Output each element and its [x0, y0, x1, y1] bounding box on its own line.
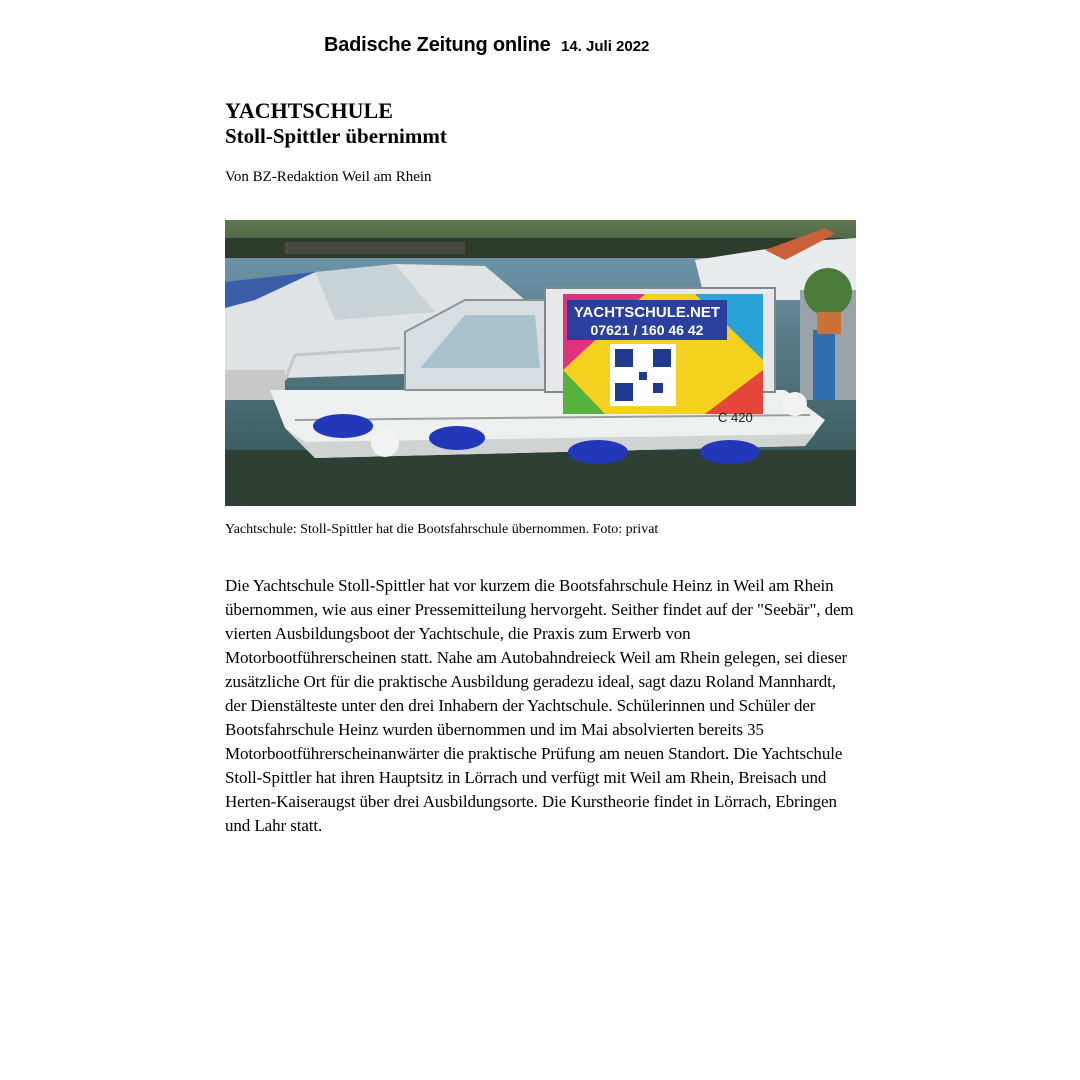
photo-caption: Yachtschule: Stoll-Spittler hat die Bootsfahrschule übernommen. Foto: privat — [225, 522, 659, 537]
hull-number: C 420 — [718, 410, 753, 425]
masthead — [324, 34, 649, 57]
article-photo — [225, 220, 856, 506]
banner-phone: 07621 / 160 46 42 — [590, 322, 704, 338]
publication-name: Badische Zeitung online — [324, 34, 551, 56]
article-kicker: YACHTSCHULE — [225, 98, 393, 123]
article-byline: Von BZ-Redaktion Weil am Rhein — [225, 169, 432, 185]
article-headline: Stoll-Spittler übernimmt — [225, 124, 447, 148]
publication-date: 14. Juli 2022 — [561, 38, 650, 55]
article-body: Die Yachtschule Stoll-Spittler hat vor kurzem die Bootsfahrschule Heinz in Weil am Rhein übernommen, wie aus einer Pressemitteilung hervorgeht. Seither findet auf der "Seebär", dem vierten Ausbildungsboot der Yachtschule, die Praxis zum Erwerb von Motorbootführerscheinen statt. Nahe am Autobahndreieck Weil am Rhein gelegen, sei dieser zusätzliche Ort für die praktische Ausbildung geradezu ideal, sagt dazu Roland Mannhardt, der Dienstälteste unter den drei Inhabern der Yachtschule. Schülerinnen und Schüler der Bootsfahrschule Heinz wurden übernommen und im Mai absolvierten bereits 35 Motorbootführerscheinanwärter die praktische Prüfung am neuen Standort. Die Yachtschule Stoll-Spittler hat ihren Hauptsitz in Lörrach und verfügt mit Weil am Rhein, Breisach und Herten-Kaiseraugst über drei Ausbildungsorte. Die Kurstheorie findet in Lörrach, Ebringen und Lahr statt. — [225, 576, 854, 835]
banner-website: YACHTSCHULE.NET — [573, 304, 721, 321]
article — [225, 98, 857, 838]
